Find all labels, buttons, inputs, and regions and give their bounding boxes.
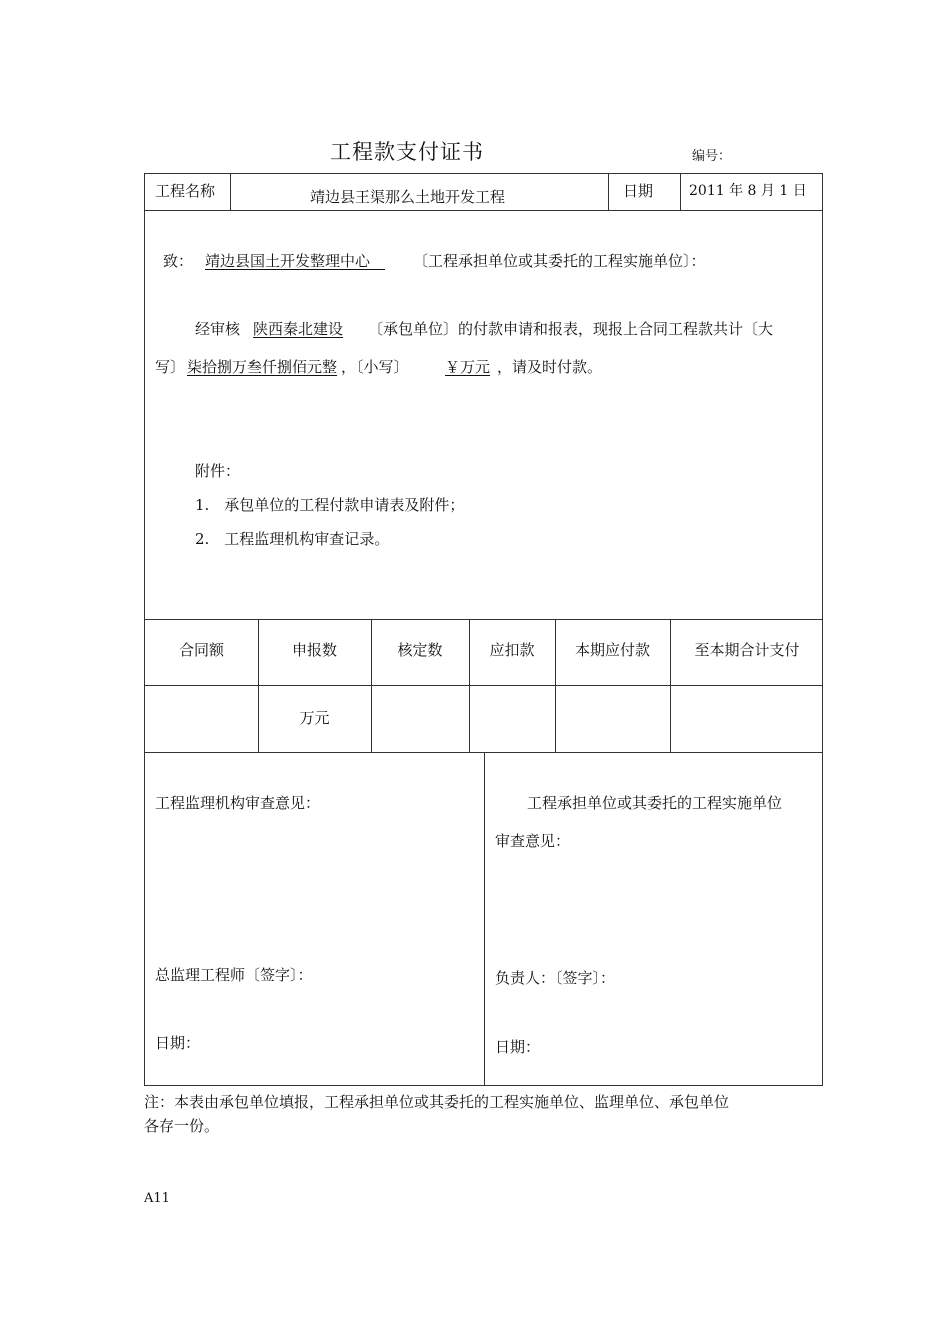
- amount-in-figures: ￥万元: [445, 358, 491, 376]
- header-current-payable: 本期应付款: [574, 641, 650, 659]
- form-code: A11: [144, 1191, 170, 1206]
- header-contract-amount: 合同额: [178, 641, 224, 659]
- header-row: [144, 173, 823, 211]
- recipient-role: 〔工程承担单位或其委托的工程实施单位〕：: [413, 252, 706, 270]
- serial-number-label: 编号：: [692, 149, 732, 164]
- attachment-item: 2. 工程监理机构审查记录。: [195, 530, 390, 548]
- header-cumulative-paid: 至本期合计支付: [694, 641, 800, 659]
- date-value: 2011 年 8 月 1 日: [689, 183, 807, 199]
- document-title: 工程款支付证书: [330, 140, 484, 164]
- amount-small-label: ，〔小写〕: [341, 358, 409, 376]
- attachments-label: 附件：: [195, 462, 241, 480]
- recipient-name: 靖边县国土开发整理中心: [205, 252, 386, 270]
- amount-text-start: 写〕: [155, 358, 186, 376]
- amount-table: [144, 619, 823, 753]
- implementer-review-title-cont: 审查意见：: [495, 832, 571, 850]
- date-label: 日期: [623, 182, 654, 200]
- attachment-item: 1. 承包单位的工程付款申请表及附件；: [195, 496, 465, 514]
- footer-note-line1: 注：本表由承包单位填报，工程承担单位或其委托的工程实施单位、监理单位、承包单位: [144, 1093, 730, 1111]
- supervisor-date: 日期：: [155, 1034, 201, 1052]
- implementer-review-title: 工程承担单位或其委托的工程实施单位: [527, 794, 783, 812]
- to-prefix: 致：: [163, 252, 194, 270]
- review-text-middle: 〔承包单位〕的付款申请和报表，现报上合同工程款共计〔大: [368, 320, 774, 338]
- implementer-date: 日期：: [495, 1038, 541, 1056]
- chief-engineer-signature: 总监理工程师〔签字〕：: [155, 966, 313, 984]
- amount-text-end: ，请及时付款。: [497, 358, 603, 376]
- responsible-person-signature: 负责人：〔签字〕：: [495, 969, 616, 987]
- review-section: [144, 752, 823, 1086]
- contractor-name: 陕西秦北建设: [253, 320, 344, 338]
- review-text-start: 经审核: [195, 320, 241, 338]
- project-name-value: 靖边县王渠那么土地开发工程: [310, 188, 506, 206]
- supervisor-review-title: 工程监理机构审查意见：: [155, 794, 321, 812]
- payment-body: [144, 210, 823, 620]
- amount-in-words: 柒拾捌万叁仟捌佰元整: [187, 358, 338, 376]
- value-declared: 万元: [299, 709, 330, 727]
- footer-note-line2: 各存一份。: [144, 1117, 220, 1135]
- header-approved: 核定数: [397, 641, 443, 659]
- project-name-label: 工程名称: [155, 182, 216, 200]
- header-deductions: 应扣款: [489, 641, 535, 659]
- header-declared: 申报数: [291, 641, 337, 659]
